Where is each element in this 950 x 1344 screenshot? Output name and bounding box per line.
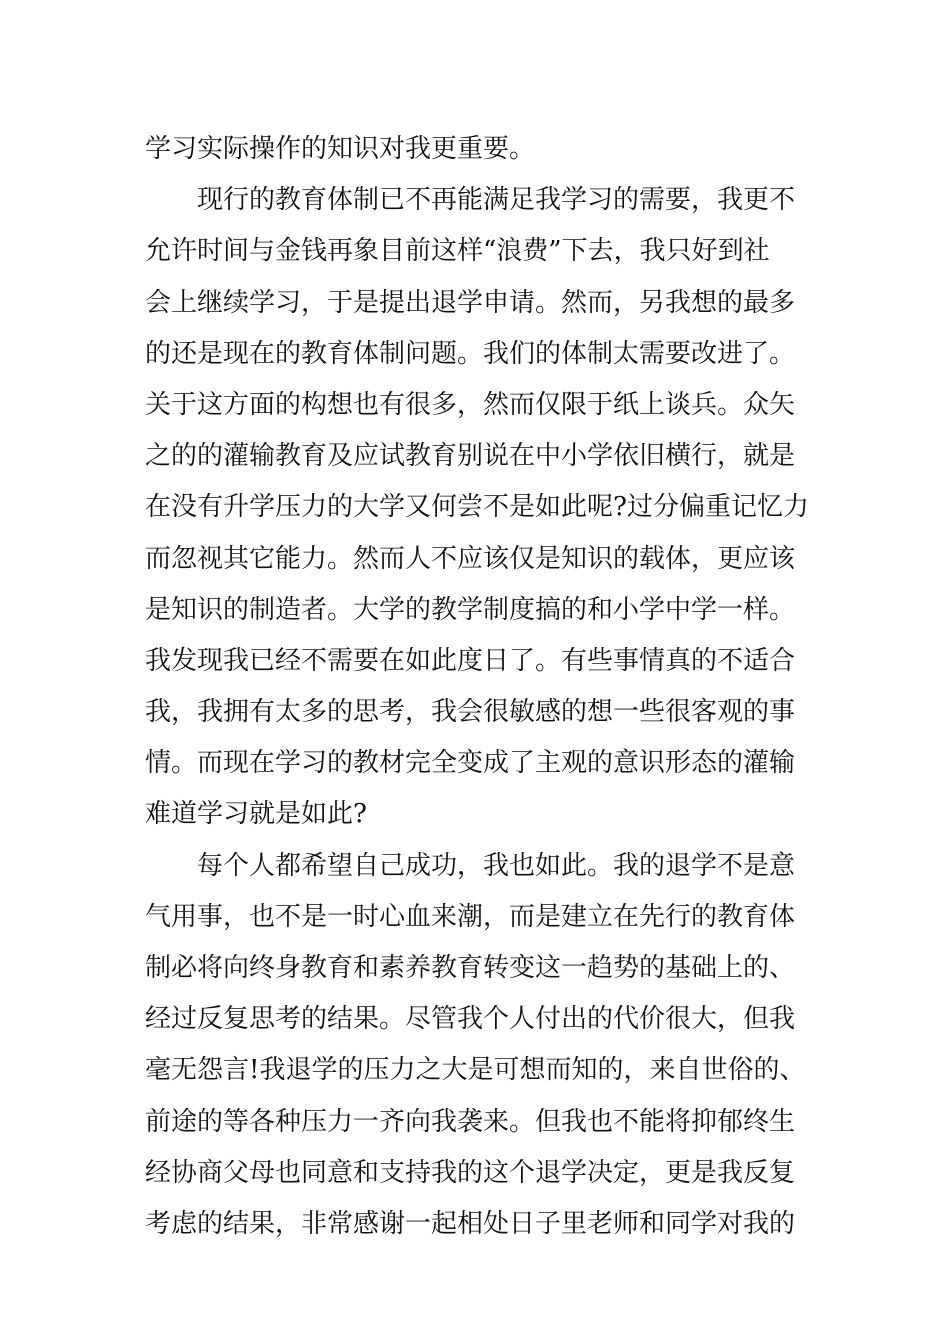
text-line: 允许时间与金钱再象目前这样“浪费”下去，我只好到社: [145, 236, 770, 267]
text-line: 我，我拥有太多的思考，我会很敏感的想一些很客观的事: [145, 697, 796, 728]
text-line: 情。而现在学习的教材完全变成了主观的意识形态的灌输: [145, 748, 796, 779]
text-line: 考虑的结果，非常感谢一起相处日子里老师和同学对我的: [145, 1208, 796, 1239]
text-line: 在没有升学压力的大学又何尝不是如此呢?过分偏重记忆力: [145, 492, 809, 523]
text-line: 之的的灌输教育及应试教育别说在中小学依旧横行，就是: [145, 441, 796, 472]
text-line: 毫无怨言!我退学的压力之大是可想而知的，来自世俗的、: [145, 1055, 806, 1086]
text-line: 是知识的制造者。大学的教学制度搞的和小学中学一样。: [145, 594, 796, 625]
text-line: 的还是现在的教育体制问题。我们的体制太需要改进了。: [145, 338, 796, 369]
text-line: 前途的等各种压力一齐向我袭来。但我也不能将抑郁终生: [145, 1106, 796, 1137]
body-text: [145, 124, 815, 1250]
text-line: 现行的教育体制已不再能满足我学习的需要，我更不: [197, 185, 796, 216]
text-line: 制必将向终身教育和素养教育转变这一趋势的基础上的、: [145, 953, 796, 983]
text-line: 而忽视其它能力。然而人不应该仅是知识的载体，更应该: [145, 543, 796, 574]
text-line: 气用事，也不是一时心血来潮，而是建立在先行的教育体: [145, 901, 796, 932]
text-line: 关于这方面的构想也有很多，然而仅限于纸上谈兵。众矢: [145, 389, 796, 420]
text-line: 经过反复思考的结果。尽管我个人付出的代价很大，但我: [145, 1004, 796, 1035]
text-line: 经协商父母也同意和支持我的这个退学决定，更是我反复: [145, 1157, 796, 1188]
text-line: 学习实际操作的知识对我更重要。: [145, 134, 536, 164]
text-line: 会上继续学习，于是提出退学申请。然而，另我想的最多: [145, 287, 796, 318]
text-line: 每个人都希望自己成功，我也如此。我的退学不是意: [197, 850, 796, 881]
text-line: 难道学习就是如此?: [145, 799, 367, 830]
text-line: 我发现我已经不需要在如此度日了。有些事情真的不适合: [145, 645, 796, 676]
